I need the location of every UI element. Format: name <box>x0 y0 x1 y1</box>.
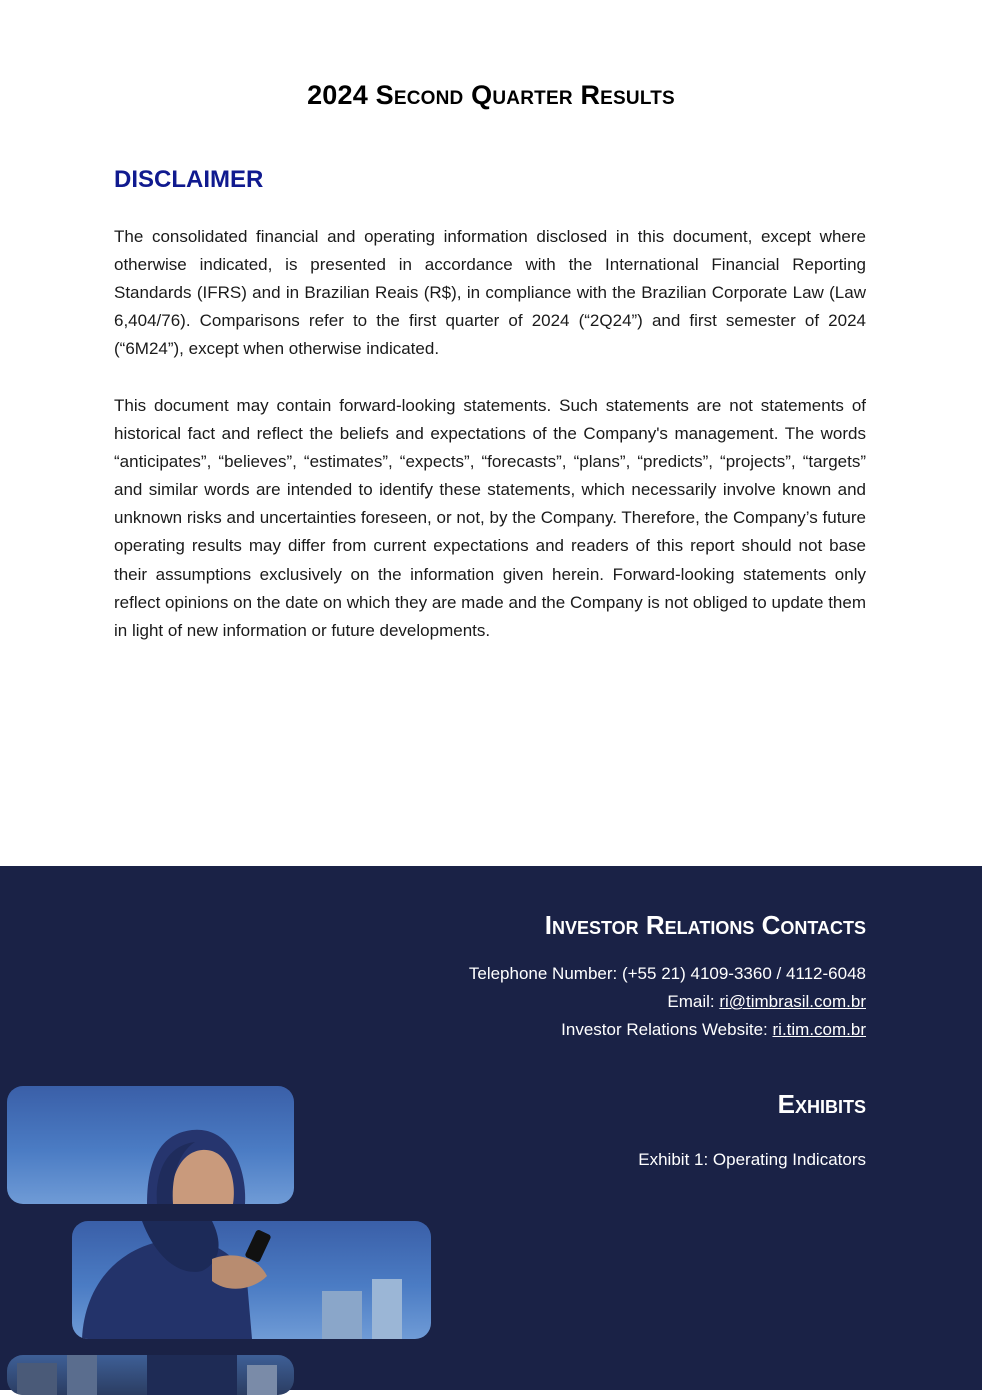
telephone-label: Telephone Number: <box>468 964 622 983</box>
photo-city-bottom <box>7 1355 294 1395</box>
photo-woman-hood-top <box>7 1086 294 1204</box>
exhibits-heading: Exhibits <box>777 1089 866 1119</box>
email-label: Email: <box>667 992 720 1011</box>
contacts-heading: Investor Relations Contacts <box>544 910 866 940</box>
website-line <box>561 1020 866 1040</box>
woman-hood-illustration <box>7 1086 294 1204</box>
exhibit-item: Exhibit 1: Operating Indicators <box>638 1150 866 1169</box>
contacts-footer <box>0 866 982 1390</box>
website-link[interactable]: ri.tim.com.br <box>772 1020 866 1039</box>
disclaimer-heading: DISCLAIMER <box>114 166 264 193</box>
woman-phone-illustration <box>72 1221 431 1339</box>
city-illustration <box>7 1355 294 1395</box>
email-line <box>667 992 866 1012</box>
website-label: Investor Relations Website: <box>561 1020 773 1039</box>
photo-woman-phone <box>72 1221 431 1339</box>
telephone-line <box>469 964 866 984</box>
disclaimer-paragraph-2: This document may contain forward-looking statements. Such statements are not statements of historical fact and reflect the beliefs and expectations of the Company's management. The words “anticipates”, “believes”, “estimates”, “expects”, “forecasts”, “plans”, “predicts”, “projects”, “targets” and similar words are intended to identify these statements, which necessarily involve known and unknown risks and uncertainties foreseen, or not, by the Company. Therefore, the Company’s future operating results may differ from current expectations and readers of this report should not base their assumptions exclusively on the information given herein. Forward-looking statements only reflect opinions on the date on which they are made and the Company is not obliged to update them in light of new information or future developments. <box>114 396 866 640</box>
page-title: 2024 Second Quarter Results <box>307 80 675 110</box>
telephone-value: (+55 21) 4109-3360 / 4112-6048 <box>621 964 866 983</box>
disclaimer-paragraph-1: The consolidated financial and operating information disclosed in this document, except where otherwise indicated, is presented in accordance with the International Financial Reporting Standards (IFRS) and in Brazilian Reais (R$), in compliance with the Brazilian Corporate Law (Law 6,404/76). Comparisons refer to the first quarter of 2024 (“2Q24”) and first semester of 2024 (“6M24”), except when otherwise indicated. <box>114 227 866 359</box>
email-link[interactable]: ri@timbrasil.com.br <box>719 992 866 1011</box>
